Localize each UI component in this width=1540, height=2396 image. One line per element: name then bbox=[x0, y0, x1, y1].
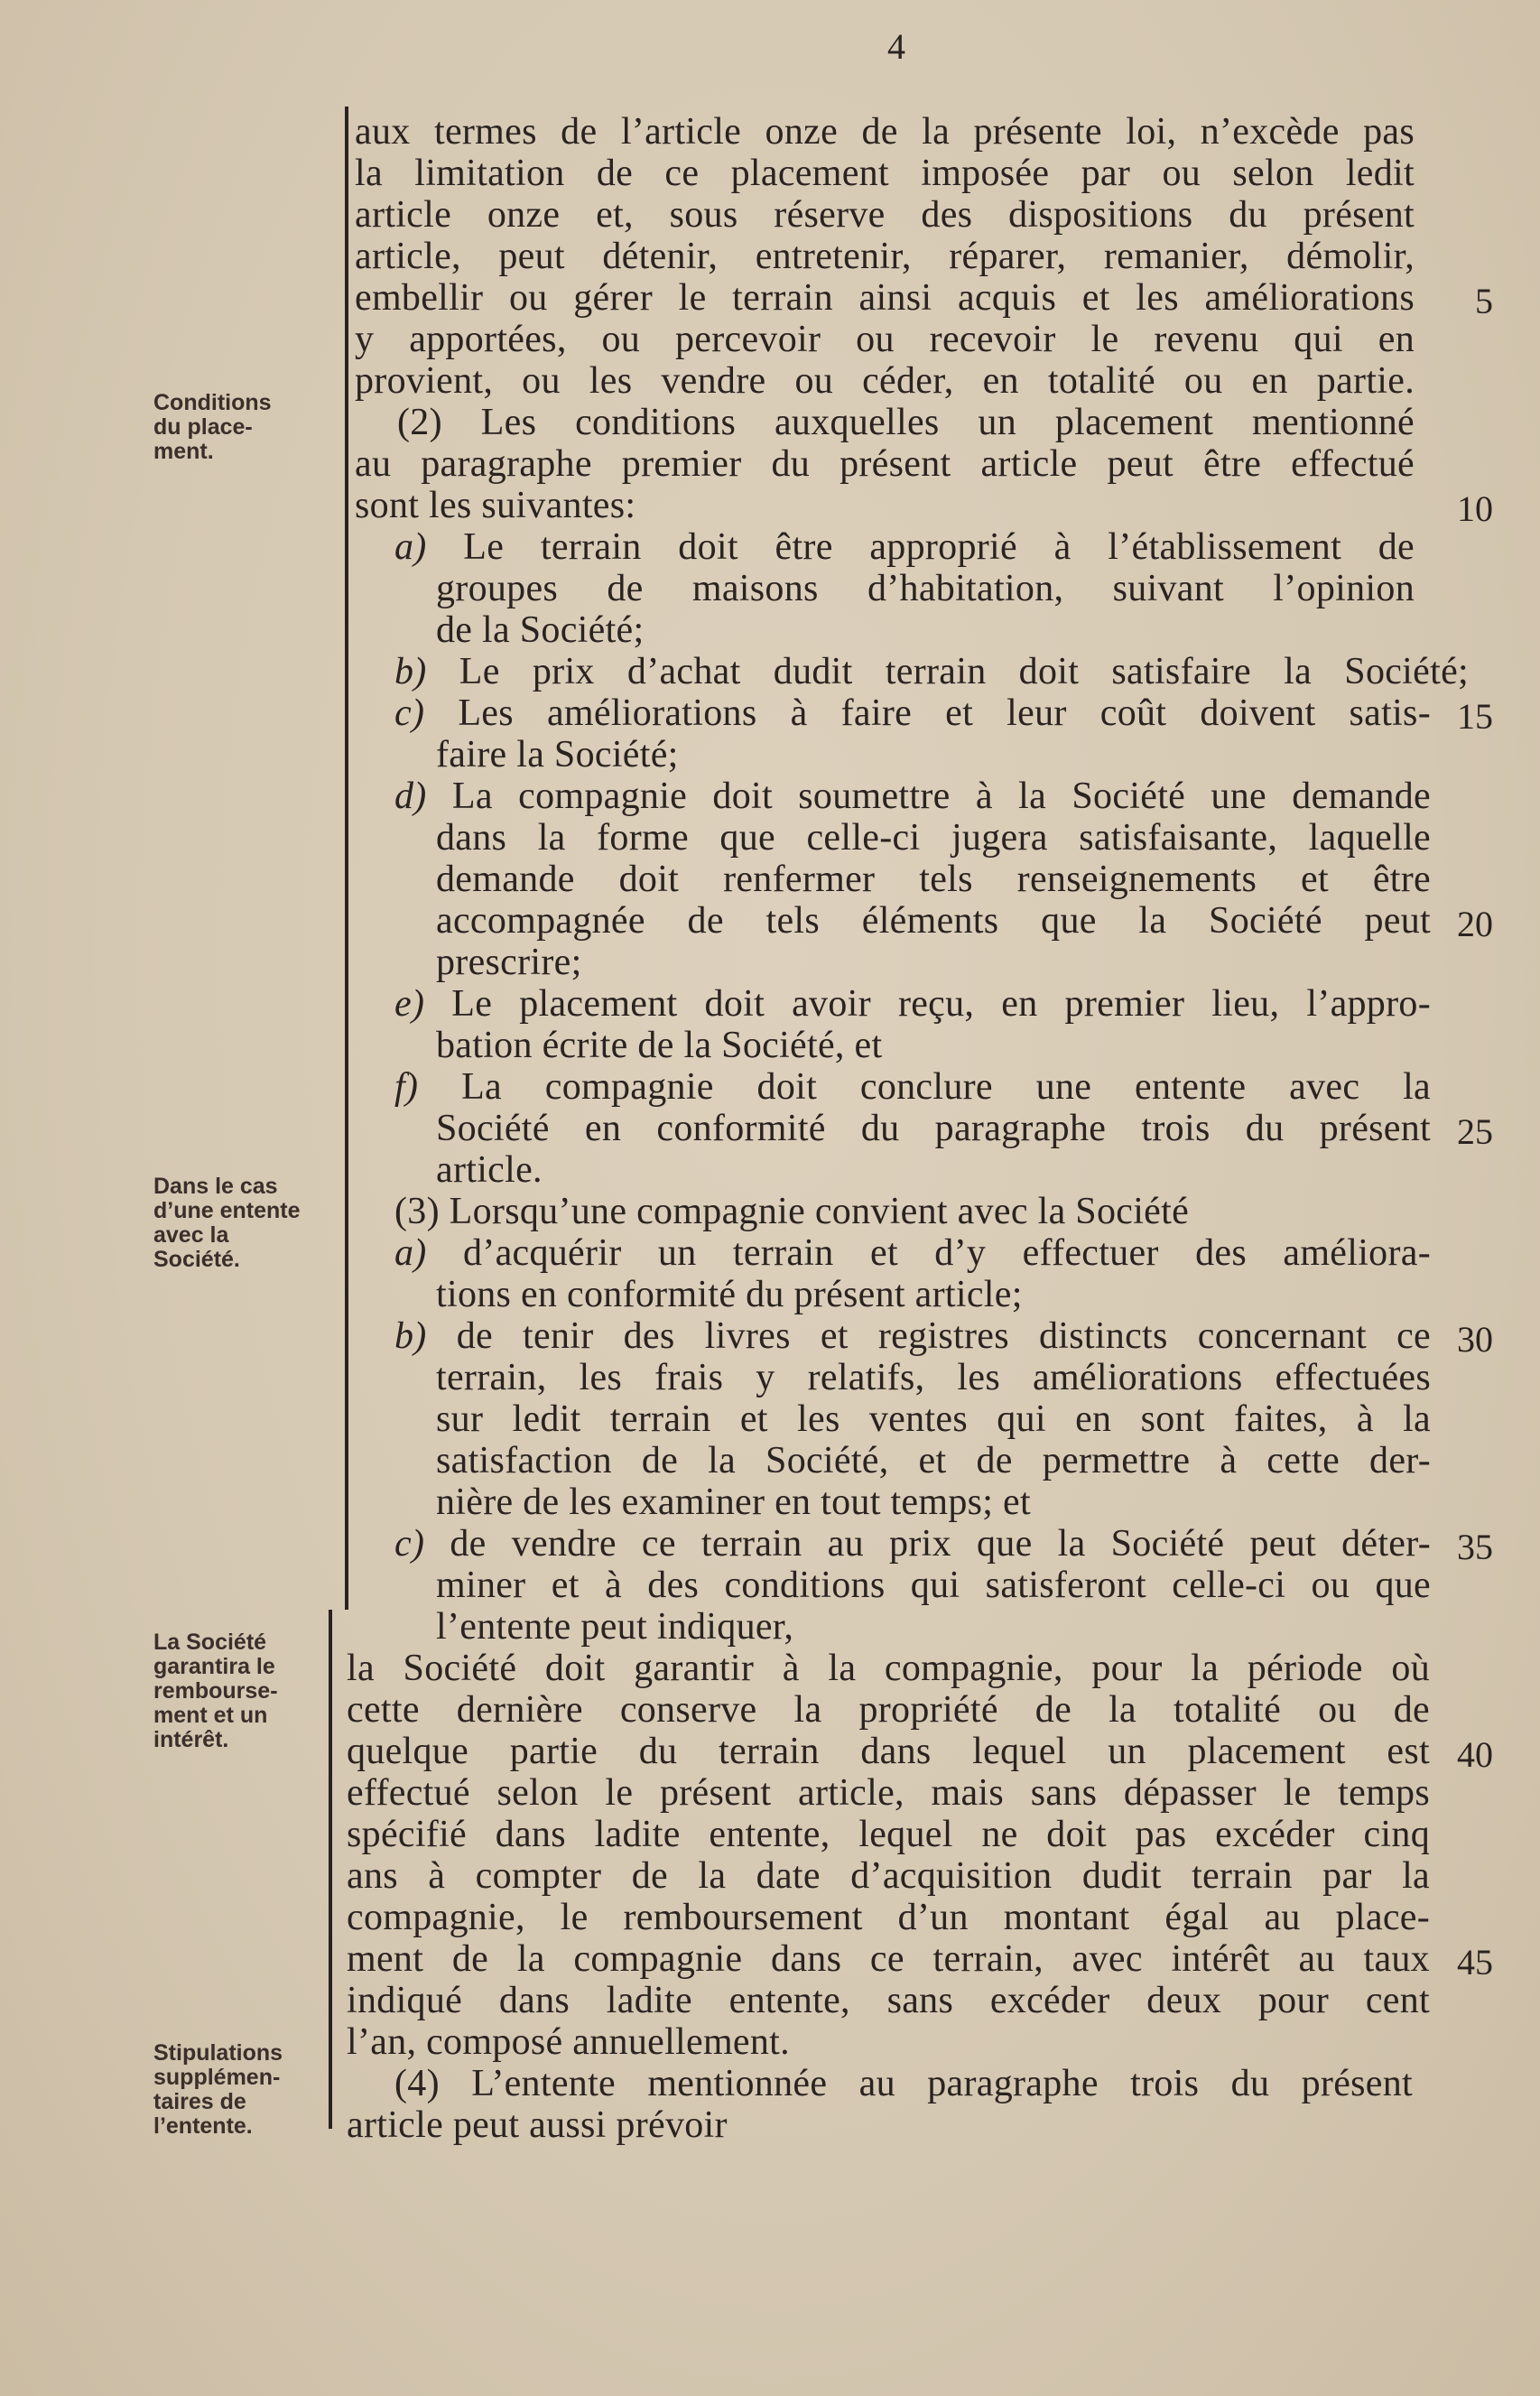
text-line: de la Société; bbox=[436, 609, 645, 651]
text-line: (3) Lorsqu’une compagnie convient avec la Société bbox=[394, 1191, 1190, 1232]
text-line: b) de tenir des livres et registres distincts concernant ce bbox=[394, 1315, 1431, 1357]
text-line: ment de la compagnie dans ce terrain, avec intérêt au taux bbox=[347, 1938, 1430, 1980]
text-line: Société en conformité du paragraphe trois du présent bbox=[436, 1108, 1431, 1149]
text-line: article, peut détenir, entretenir, réparer, remanier, démolir, bbox=[355, 236, 1415, 277]
text-line: d) La compagnie doit soumettre à la Société une demande bbox=[394, 775, 1431, 817]
text-line: article onze et, sous réserve des dispositions du présent bbox=[355, 194, 1415, 236]
text-line: compagnie, le remboursement d’un montant égal au place- bbox=[347, 1897, 1430, 1938]
text-line: prescrire; bbox=[436, 942, 582, 983]
text-line: accompagnée de tels éléments que la Société peut bbox=[436, 900, 1431, 942]
text-line: la Société doit garantir à la compagnie, pour la période où bbox=[347, 1648, 1430, 1689]
text-line: aux termes de l’article onze de la présente loi, n’excède pas bbox=[355, 111, 1415, 153]
line-number: 15 bbox=[1457, 696, 1493, 737]
text-line: c) Les améliorations à faire et leur coût doivent satis- bbox=[394, 692, 1431, 734]
text-line: cette dernière conserve la propriété de la totalité ou de bbox=[347, 1689, 1430, 1731]
margin-rule-upper bbox=[345, 107, 348, 1610]
text-line: article peut aussi prévoir bbox=[347, 2104, 728, 2146]
text-line: b) Le prix d’achat dudit terrain doit satisfaire la Société; bbox=[394, 651, 1469, 692]
text-line: au paragraphe premier du présent article peut être effectué bbox=[355, 443, 1415, 485]
text-line: provient, ou les vendre ou céder, en totalité ou en partie. bbox=[355, 360, 1415, 402]
text-line: (4) L’entente mentionnée au paragraphe trois du présent bbox=[394, 2063, 1413, 2104]
text-line: dans la forme que celle-ci jugera satisfaisante, laquelle bbox=[436, 817, 1431, 859]
text-line: quelque partie du terrain dans lequel un placement est bbox=[347, 1731, 1430, 1772]
text-line: ans à compter de la date d’acquisition dudit terrain par la bbox=[347, 1855, 1430, 1897]
text-line: article. bbox=[436, 1149, 543, 1191]
line-number: 10 bbox=[1457, 488, 1493, 529]
text-line: l’entente peut indiquer, bbox=[436, 1606, 794, 1648]
text-line: (2) Les conditions auxquelles un placement mentionné bbox=[397, 402, 1415, 443]
text-line: embellir ou gérer le terrain ainsi acquis et les améliorations bbox=[355, 277, 1415, 319]
text-line: bation écrite de la Société, et bbox=[436, 1025, 883, 1066]
text-line: demande doit renfermer tels renseignements et être bbox=[436, 859, 1431, 900]
line-number: 45 bbox=[1457, 1942, 1493, 1983]
text-line: a) Le terrain doit être approprié à l’établissement de bbox=[394, 526, 1415, 568]
text-line: a) d’acquérir un terrain et d’y effectuer des améliora- bbox=[394, 1232, 1431, 1274]
text-line: effectué selon le présent article, mais sans dépasser le temps bbox=[347, 1772, 1430, 1814]
text-line: tions en conformité du présent article; bbox=[436, 1274, 1023, 1315]
text-line: sont les suivantes: bbox=[355, 485, 636, 526]
text-line: miner et à des conditions qui satisferont celle-ci ou que bbox=[436, 1565, 1431, 1606]
line-number: 35 bbox=[1457, 1527, 1493, 1567]
line-number: 30 bbox=[1457, 1319, 1493, 1360]
text-line: la limitation de ce placement imposée par ou selon ledit bbox=[355, 153, 1415, 194]
line-number: 5 bbox=[1475, 281, 1493, 321]
text-line: spécifié dans ladite entente, lequel ne doit pas excéder cinq bbox=[347, 1814, 1430, 1855]
text-line: e) Le placement doit avoir reçu, en premier lieu, l’appro- bbox=[394, 983, 1431, 1025]
text-line: f) La compagnie doit conclure une entente avec la bbox=[394, 1066, 1431, 1108]
text-line: satisfaction de la Société, et de permettre à cette der- bbox=[436, 1440, 1431, 1481]
margin-note-entente: Dans le cas d’une entente avec la Société. bbox=[153, 1174, 301, 1272]
page-number: 4 bbox=[887, 26, 905, 67]
margin-note-conditions: Conditions du place- ment. bbox=[153, 390, 272, 464]
text-line: faire la Société; bbox=[436, 734, 679, 775]
text-line: nière de les examiner en tout temps; et bbox=[436, 1481, 1031, 1523]
text-line: groupes de maisons d’habitation, suivant l’opinion bbox=[436, 568, 1415, 609]
text-line: l’an, composé annuellement. bbox=[347, 2021, 790, 2063]
line-number: 20 bbox=[1457, 904, 1493, 944]
text-line: terrain, les frais y relatifs, les améliorations effectuées bbox=[436, 1357, 1431, 1398]
margin-note-stipulations: Stipulations supplémen- taires de l’entente. bbox=[153, 2040, 283, 2139]
text-line: c) de vendre ce terrain au prix que la Société peut déter- bbox=[394, 1523, 1431, 1565]
text-line: sur ledit terrain et les ventes qui en sont faites, à la bbox=[436, 1398, 1431, 1440]
line-number: 40 bbox=[1457, 1734, 1493, 1775]
text-line: y apportées, ou percevoir ou recevoir le revenu qui en bbox=[355, 319, 1415, 360]
text-line: indiqué dans ladite entente, sans excéder deux pour cent bbox=[347, 1980, 1430, 2021]
line-number: 25 bbox=[1457, 1111, 1493, 1152]
margin-note-garantie: La Société garantira le rembourse- ment et un intérêt. bbox=[153, 1630, 278, 1752]
